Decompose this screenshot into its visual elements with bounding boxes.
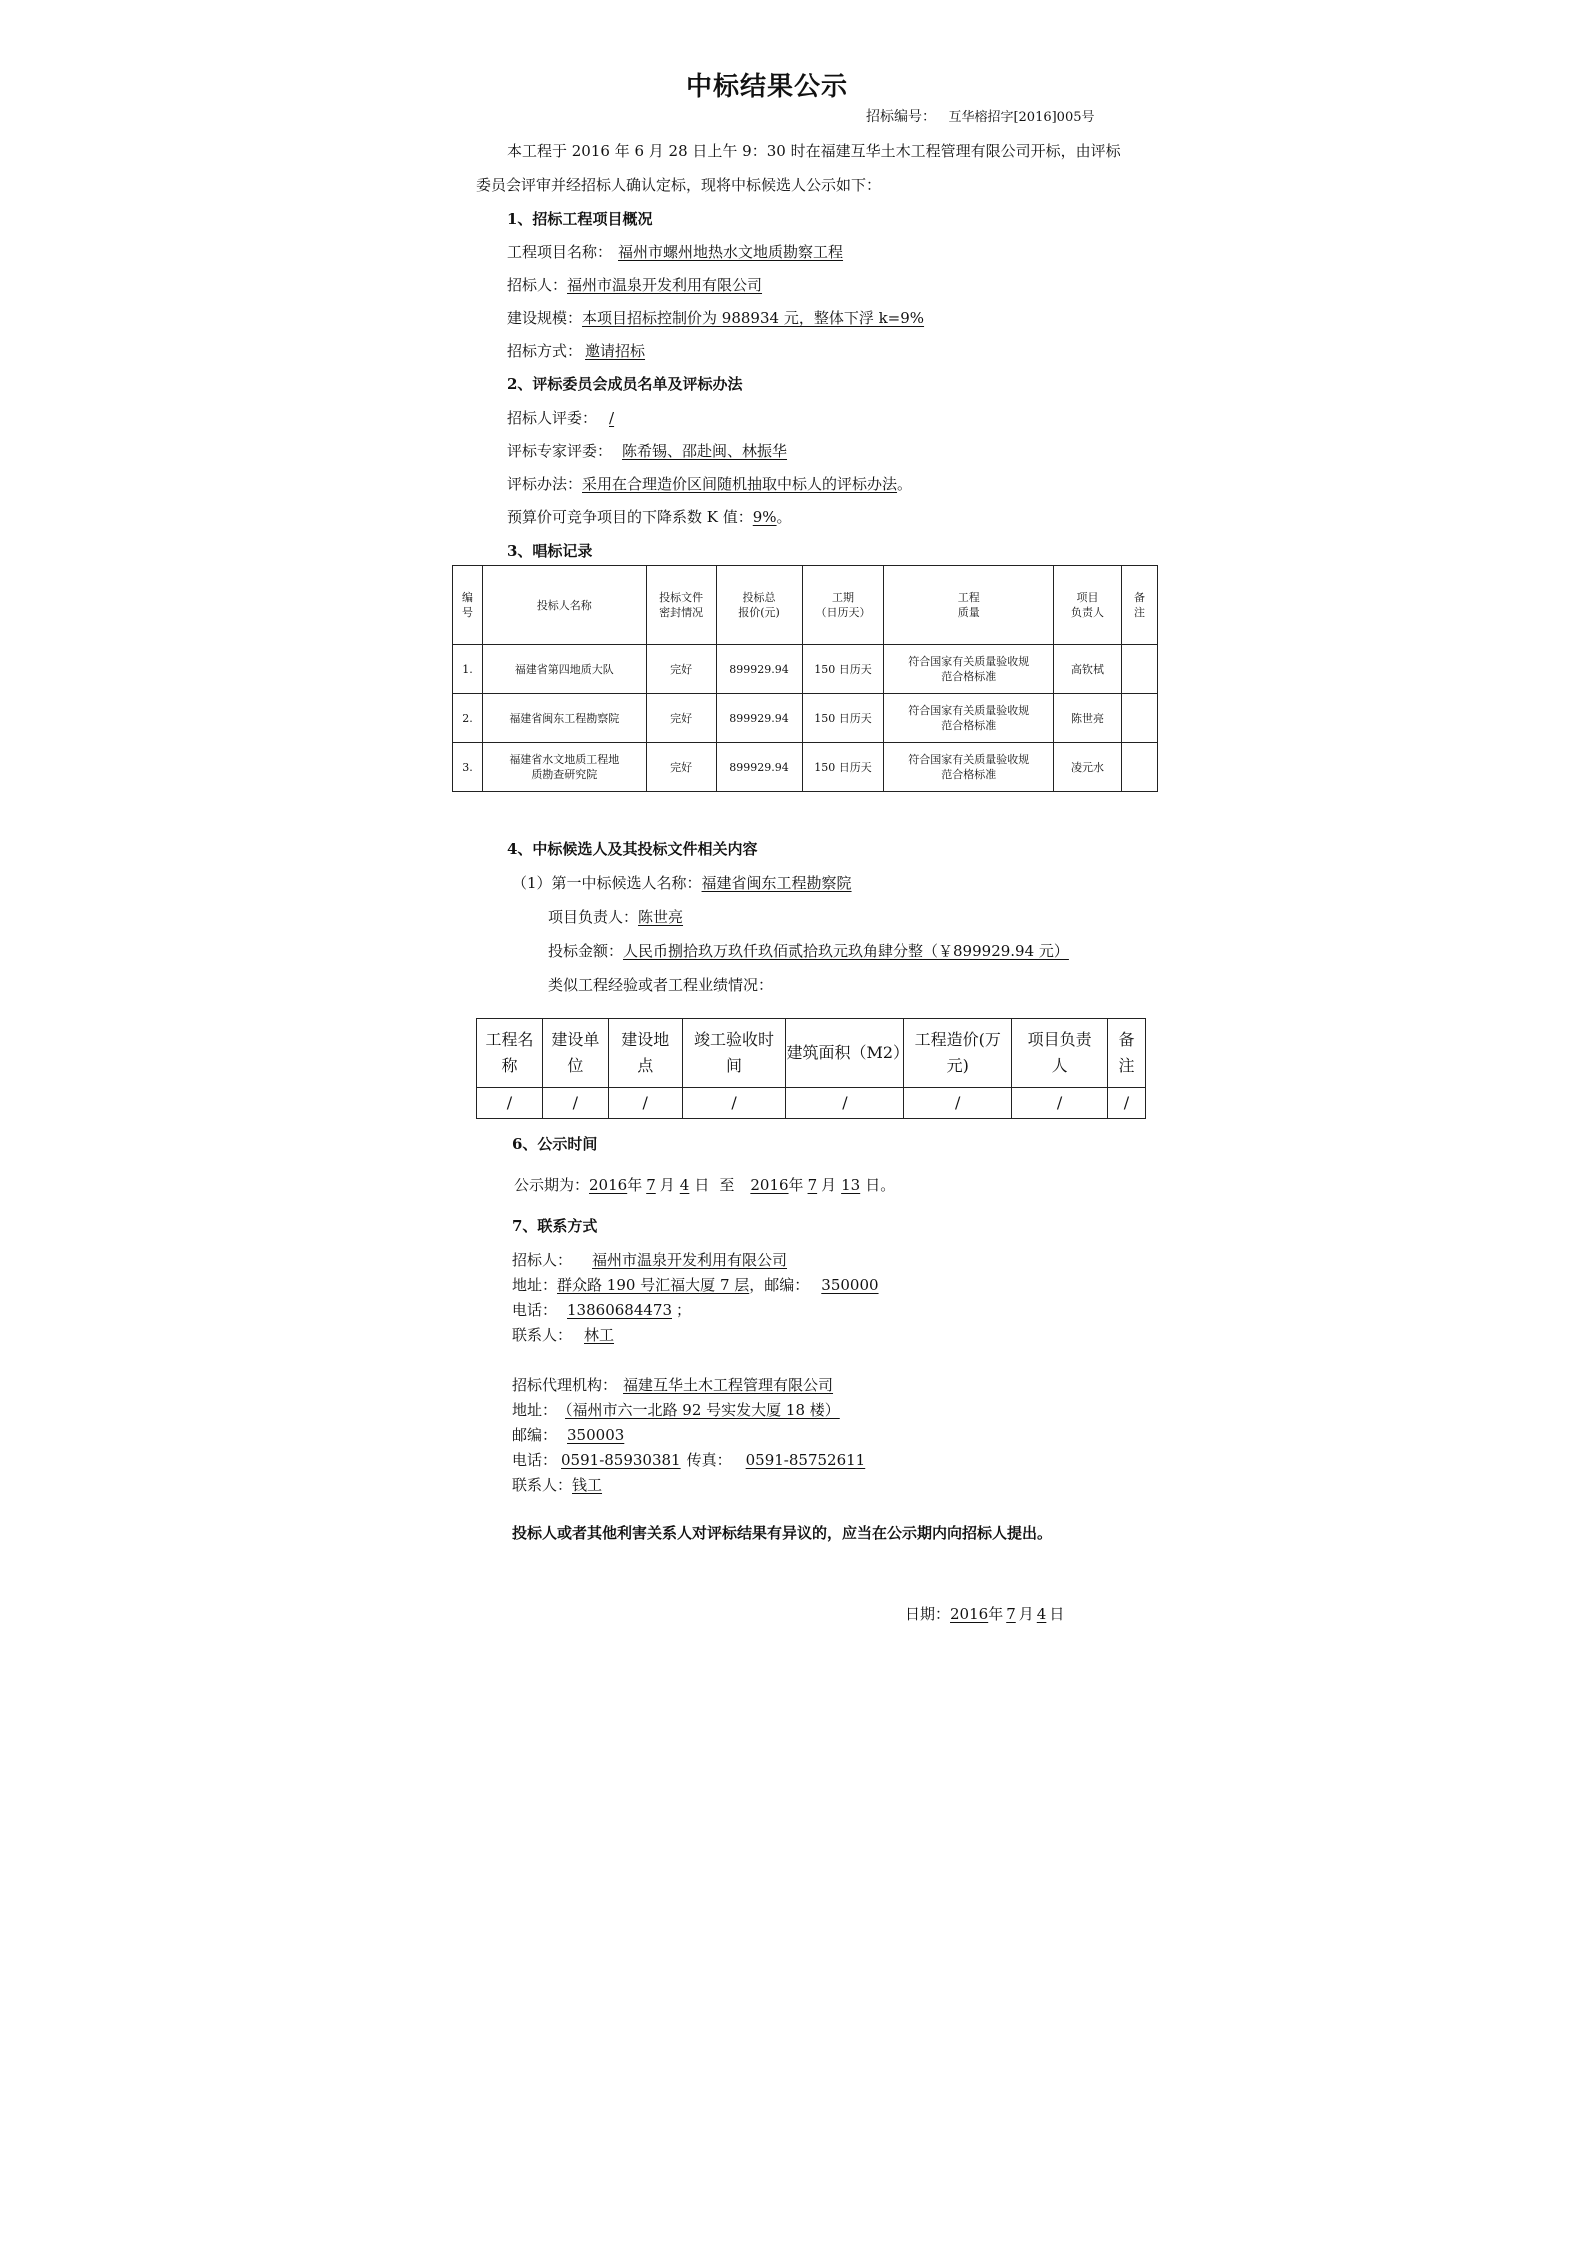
start-month: 7 xyxy=(646,1176,656,1194)
header-line: 建筑面积（M2） xyxy=(786,1043,910,1062)
table-row xyxy=(453,743,1158,792)
header-line: （日历天） xyxy=(815,606,871,619)
k-value: 9% xyxy=(752,508,777,526)
quality-line: 范合格标准 xyxy=(941,670,997,683)
header-line: 建设地 xyxy=(621,1030,670,1049)
header-line: 负责人 xyxy=(1071,606,1105,619)
date-line xyxy=(905,1603,1064,1624)
project-name-line xyxy=(507,241,846,262)
bid-opening-table xyxy=(452,565,1158,792)
table-cell: / xyxy=(608,1088,682,1119)
header-line: 工程造价(万 xyxy=(914,1030,1001,1049)
agency-phone-label: 电话： xyxy=(512,1451,558,1469)
date-year-char: 年 xyxy=(988,1605,1004,1623)
header-line: 工期 xyxy=(831,591,854,604)
period-to: 至 xyxy=(719,1176,735,1194)
date-month-char: 月 xyxy=(1018,1605,1034,1623)
header-line: 报价(元) xyxy=(738,606,780,619)
bidder-name-line: 福建省第四地质大队 xyxy=(514,662,614,676)
work-period: 150 日历天 xyxy=(802,743,884,792)
project-manager: 凌元水 xyxy=(1054,743,1122,792)
experience-label: 类似工程经验或者工程业绩情况： xyxy=(548,976,774,994)
header-line: 投标总 xyxy=(742,591,776,604)
section3-heading: 3、唱标记录 xyxy=(507,542,593,560)
agency-contact-line xyxy=(512,1474,602,1495)
contact-phone-suffix: ； xyxy=(676,1301,692,1319)
header-line: 密封情况 xyxy=(659,606,704,619)
section6-heading: 6、公示时间 xyxy=(512,1135,598,1153)
contact-address-label: 地址： xyxy=(512,1276,558,1294)
tenderer-judge-line xyxy=(507,407,622,428)
day-char: 日 xyxy=(694,1176,710,1194)
table-header-row xyxy=(477,1019,1146,1088)
method-value: 邀请招标 xyxy=(585,342,646,360)
contact-phone: 13860684473 xyxy=(567,1301,672,1319)
table-header-cell xyxy=(608,1019,682,1088)
table-header-cell xyxy=(477,1019,543,1088)
header-line: 注 xyxy=(1134,606,1145,619)
table-header-cell xyxy=(1107,1019,1145,1088)
bid-number-label: 招标编号： xyxy=(866,109,936,125)
header-line: 质量 xyxy=(957,606,980,619)
bidder-name-line: 质勘查研究院 xyxy=(531,768,598,781)
bidder-no: 1. xyxy=(453,645,483,694)
project-manager: 陈世亮 xyxy=(1054,694,1122,743)
header-line: 竣工验收时 xyxy=(694,1030,775,1049)
header-line: 投标文件 xyxy=(659,591,704,604)
bidder-name xyxy=(482,743,646,792)
date-day-char: 日 xyxy=(1049,1605,1065,1623)
section1-heading: 1、招标工程项目概况 xyxy=(507,210,653,228)
contact-person-label: 联系人： xyxy=(512,1326,573,1344)
bidder-name-line: 福建省闽东工程勘察院 xyxy=(509,711,620,725)
tenderer-judge: / xyxy=(609,409,615,427)
method-label: 招标方式： xyxy=(507,342,583,360)
table-header-cell xyxy=(682,1019,786,1088)
tenderer-judge-label: 招标人评委： xyxy=(507,409,598,427)
table-header-row xyxy=(453,566,1158,645)
bid-number-line xyxy=(866,106,1095,126)
seal-status: 完好 xyxy=(646,694,716,743)
intro-line-1: 本工程于 2016 年 6 月 28 日上午 9：30 时在福建互华土木工程管理有限公司开标，由评标 xyxy=(507,142,1121,160)
k-value-line: 预算价可竞争项目的下降系数 K 值：9%。 xyxy=(507,508,792,526)
quality-line: 符合国家有关质量验收规 xyxy=(908,753,1030,766)
header-line: 投标人名称 xyxy=(536,598,592,612)
header-line: 备 xyxy=(1134,591,1145,604)
scale-label: 建设规模： xyxy=(507,309,583,327)
table-header-cell xyxy=(802,566,884,645)
quality-line: 符合国家有关质量验收规 xyxy=(908,655,1030,668)
tenderer-label: 招标人： xyxy=(507,276,568,294)
table-cell: / xyxy=(904,1088,1012,1119)
candidate-manager-label: 项目负责人： xyxy=(548,908,639,926)
table-cell: / xyxy=(477,1088,543,1119)
intro-line-2: 委员会评审并经招标人确认定标，现将中标候选人公示如下： xyxy=(476,176,882,194)
table-header-cell xyxy=(716,566,802,645)
scale-line xyxy=(507,307,924,328)
tenderer-line xyxy=(507,274,762,295)
first-candidate-label: （1）第一中标候选人名称： xyxy=(512,874,702,892)
date-label: 日期： xyxy=(905,1605,951,1623)
contact-address: 群众路 190 号汇福大厦 7 层 xyxy=(557,1276,750,1294)
start-year: 2016 xyxy=(589,1176,628,1194)
table-cell: / xyxy=(682,1088,786,1119)
bidder-name xyxy=(482,694,646,743)
quality xyxy=(884,645,1054,694)
date-month: 7 xyxy=(1006,1605,1016,1623)
experience-table xyxy=(476,1018,1146,1119)
header-line: 备 xyxy=(1118,1030,1135,1049)
note xyxy=(1122,694,1158,743)
header-line: 称 xyxy=(501,1056,518,1075)
bid-amount-label: 投标金额： xyxy=(548,942,624,960)
objection-notice: 投标人或者其他利害关系人对评标结果有异议的，应当在公示期内向招标人提出。 xyxy=(512,1524,1053,1542)
date-day: 4 xyxy=(1036,1605,1047,1623)
agency-postcode-label: 邮编： xyxy=(512,1426,558,1444)
bid-price: 899929.94 xyxy=(716,743,802,792)
bid-amount: 人民币捌拾玖万玖仟玖佰贰拾玖元玖角肆分整（￥899929.94 元） xyxy=(623,942,1069,960)
table-cell: / xyxy=(1107,1088,1145,1119)
agency-address-label: 地址： xyxy=(512,1401,558,1419)
contact-person: 林工 xyxy=(584,1326,615,1344)
bidder-name-line: 福建省水文地质工程地 xyxy=(509,753,620,766)
eval-method: 采用在合理造价区间随机抽取中标人的评标办法 xyxy=(582,475,898,493)
tenderer-name: 福州市温泉开发利用有限公司 xyxy=(567,276,763,294)
header-line: 点 xyxy=(637,1056,654,1075)
expert-judge-label: 评标专家评委： xyxy=(507,442,613,460)
candidate-manager-line xyxy=(548,906,683,927)
section2-heading: 2、评标委员会成员名单及评标办法 xyxy=(507,375,743,393)
work-period: 150 日历天 xyxy=(802,645,884,694)
table-header-cell xyxy=(884,566,1054,645)
section4-heading: 4、中标候选人及其投标文件相关内容 xyxy=(507,840,758,858)
first-candidate-line xyxy=(512,872,852,893)
agency-address-line xyxy=(512,1399,848,1420)
expert-judge-line xyxy=(507,440,865,461)
agency-postcode: 350003 xyxy=(567,1426,625,1444)
agency-phone: 0591-85930381 xyxy=(561,1451,681,1469)
table-cell: / xyxy=(1012,1088,1108,1119)
end-year: 2016 xyxy=(750,1176,789,1194)
section7-heading: 7、联系方式 xyxy=(512,1217,598,1235)
period-prefix: 公示期为： xyxy=(514,1176,590,1194)
contact-postcode-label: ，邮编： xyxy=(749,1276,810,1294)
work-period: 150 日历天 xyxy=(802,694,884,743)
agency-postcode-line xyxy=(512,1424,630,1445)
contact-tenderer-line xyxy=(512,1249,805,1270)
header-line: 工程 xyxy=(957,591,980,604)
agency-contact: 钱工 xyxy=(572,1476,603,1494)
table-header-cell xyxy=(482,566,646,645)
agency-fax: 0591-85752611 xyxy=(745,1451,866,1469)
quality xyxy=(884,743,1054,792)
bidder-name xyxy=(482,645,646,694)
agency-name: 福建互华土木工程管理有限公司 xyxy=(623,1376,834,1394)
agency-label: 招标代理机构： xyxy=(512,1376,618,1394)
bid-price: 899929.94 xyxy=(716,694,802,743)
table-header-cell xyxy=(786,1019,910,1088)
project-manager: 高钦栻 xyxy=(1054,645,1122,694)
eval-method-label: 评标办法： xyxy=(507,475,583,493)
bidder-no: 2. xyxy=(453,694,483,743)
scale-value: 本项目招标控制价为 988934 元，整体下浮 k=9% xyxy=(582,309,925,327)
agency-address: （福州市六一北路 92 号实发大厦 18 楼） xyxy=(565,1401,840,1419)
contact-tenderer-label: 招标人： xyxy=(512,1251,573,1269)
table-header-cell xyxy=(904,1019,1012,1088)
quality-line: 范合格标准 xyxy=(941,719,997,732)
table-header-cell xyxy=(542,1019,608,1088)
table-header-cell xyxy=(1012,1019,1108,1088)
header-line: 人 xyxy=(1051,1056,1068,1075)
seal-status: 完好 xyxy=(646,743,716,792)
year-char: 年 xyxy=(627,1176,643,1194)
candidate-manager: 陈世亮 xyxy=(638,908,684,926)
header-line: 建设单 xyxy=(551,1030,600,1049)
bid-price: 899929.94 xyxy=(716,645,802,694)
quality-line: 范合格标准 xyxy=(941,768,997,781)
expert-judge: 陈希锡、邵赴闽、林振华 xyxy=(622,442,788,460)
table-row xyxy=(453,645,1158,694)
quality-line: 符合国家有关质量验收规 xyxy=(908,704,1030,717)
agency-line xyxy=(512,1374,839,1395)
table-row xyxy=(453,694,1158,743)
contact-person-line xyxy=(512,1324,622,1345)
agency-fax-label: 传真： xyxy=(686,1451,732,1469)
date-year: 2016 xyxy=(950,1605,989,1623)
first-candidate-name: 福建省闽东工程勘察院 xyxy=(701,874,852,892)
header-line: 间 xyxy=(726,1056,743,1075)
note xyxy=(1122,645,1158,694)
end-year-char: 年 xyxy=(788,1176,804,1194)
eval-method-line: 评标办法：采用在合理造价区间随机抽取中标人的评标办法。 xyxy=(507,475,913,493)
k-label: 预算价可竞争项目的下降系数 K 值： xyxy=(507,508,753,526)
agency-phone-line xyxy=(512,1449,871,1470)
agency-contact-label: 联系人： xyxy=(512,1476,573,1494)
contact-phone-line xyxy=(512,1299,691,1320)
end-month: 7 xyxy=(807,1176,818,1194)
header-line: 号 xyxy=(461,606,473,619)
table-cell: / xyxy=(786,1088,904,1119)
table-header-cell xyxy=(1122,566,1158,645)
header-line: 项目负责 xyxy=(1027,1030,1092,1049)
end-day-char: 日。 xyxy=(865,1176,896,1194)
table-cell: / xyxy=(542,1088,608,1119)
header-line: 元) xyxy=(946,1056,969,1075)
publicity-period-line xyxy=(514,1174,895,1195)
table-row xyxy=(477,1088,1146,1119)
quality xyxy=(884,694,1054,743)
seal-status: 完好 xyxy=(646,645,716,694)
project-name: 福州市螺州地热水文地质勘察工程 xyxy=(618,243,844,261)
header-line: 编 xyxy=(461,591,473,604)
table-header-cell xyxy=(1054,566,1122,645)
header-line: 项目 xyxy=(1076,591,1099,604)
end-day: 13 xyxy=(841,1176,861,1194)
month-char: 月 xyxy=(659,1176,675,1194)
header-line: 工程名 xyxy=(485,1030,534,1049)
bid-number: 互华榕招字[2016]005号 xyxy=(948,110,1095,125)
contact-address-line xyxy=(512,1274,897,1295)
header-line: 位 xyxy=(567,1056,584,1075)
page-title: 中标结果公示 xyxy=(686,72,849,102)
end-month-char: 月 xyxy=(821,1176,837,1194)
project-name-label: 工程项目名称： xyxy=(507,243,613,261)
table-header-cell xyxy=(646,566,716,645)
contact-phone-label: 电话： xyxy=(512,1301,558,1319)
contact-tenderer: 福州市温泉开发利用有限公司 xyxy=(592,1251,788,1269)
contact-postcode: 350000 xyxy=(821,1276,879,1294)
bid-amount-line xyxy=(548,940,1069,961)
method-line xyxy=(507,340,645,361)
note xyxy=(1122,743,1158,792)
bidder-no: 3. xyxy=(453,743,483,792)
header-line: 注 xyxy=(1118,1056,1135,1075)
table-header-cell xyxy=(453,566,483,645)
start-day: 4 xyxy=(679,1176,690,1194)
